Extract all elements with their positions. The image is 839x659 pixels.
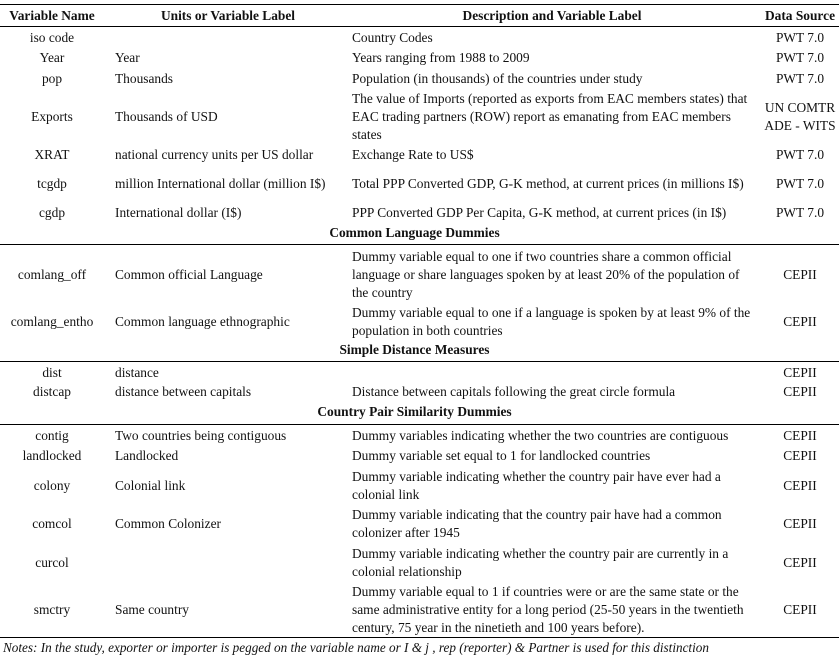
variable-description: Population (in thousands) of the countries under study <box>352 70 643 86</box>
table-notes: Notes: In the study, exporter or importer is pegged on the variable name or I & j , rep (reporter) & Partner is used for this distinction <box>3 640 709 655</box>
table-row <box>0 382 839 402</box>
variable-source: CEPII <box>783 267 817 282</box>
section-heading <box>0 341 839 361</box>
variable-name: colony <box>33 477 71 493</box>
section-heading <box>0 224 839 244</box>
header-units: Units or Variable Label <box>160 8 296 23</box>
variable-source: CEPII <box>783 364 817 380</box>
variable-units: International dollar (I$) <box>115 205 242 220</box>
table-header-row <box>0 6 839 26</box>
table-row <box>0 48 839 68</box>
variable-name: tcgdp <box>37 176 67 191</box>
table-row <box>0 247 839 303</box>
variable-description: Dummy variable equal to one if a language is spoken by at least 9% of the population in both countries <box>352 305 751 338</box>
variable-units: Colonial link <box>115 477 186 493</box>
table-row <box>0 505 839 543</box>
variable-description: Exchange Rate to US$ <box>352 147 474 162</box>
variable-source: CEPII <box>783 314 817 329</box>
variable-description: Dummy variable set equal to 1 for landlocked countries <box>352 448 651 463</box>
variable-units: Common language ethnographic <box>115 314 290 329</box>
table-row <box>0 68 839 89</box>
table-row <box>0 543 839 582</box>
variable-source: CEPII <box>783 428 817 443</box>
variable-name: distcap <box>33 384 71 399</box>
variable-units: Thousands <box>115 70 174 86</box>
variable-source: PWT 7.0 <box>775 70 825 86</box>
header-rule <box>0 26 839 27</box>
variable-name: Year <box>39 50 65 65</box>
variable-source: PWT 7.0 <box>775 176 825 191</box>
section-rule <box>0 424 839 425</box>
variable-name: smctry <box>33 601 71 617</box>
table-row <box>0 582 839 637</box>
variable-units: Two countries being contiguous <box>115 428 287 443</box>
variable-source: CEPII <box>783 601 817 617</box>
table-row <box>0 89 839 145</box>
table-row <box>0 203 839 223</box>
variable-units: Thousands of USD <box>115 109 218 124</box>
variable-name: dist <box>42 364 62 380</box>
variable-source: PWT 7.0 <box>775 205 825 220</box>
variable-source: PWT 7.0 <box>775 147 825 162</box>
table-row <box>0 145 839 165</box>
table-bottom-rule <box>0 637 839 638</box>
section-rule <box>0 361 839 362</box>
variable-description: Dummy variable equal to 1 if countries were or are the same state or the same administrative entity for a long period (25-50 years in the twentieth century, 75 year in the ninetieth and 100 years before). <box>352 583 744 635</box>
variable-description: Dummy variables indicating whether the two countries are contiguous <box>352 428 729 443</box>
variable-source: UN COMTRADE - WITS <box>764 100 836 133</box>
variable-description <box>352 363 752 382</box>
variable-description: Dummy variable indicating whether the country pair are currently in a colonial relationship <box>352 545 729 579</box>
section-title: Simple Distance Measures <box>339 342 490 357</box>
table-row <box>0 363 839 382</box>
section-title: Common Language Dummies <box>329 225 500 240</box>
section-title: Country Pair Similarity Dummies <box>317 404 512 419</box>
variable-name: curcol <box>35 554 69 570</box>
variable-description: The value of Imports (reported as exports from EAC members states) that EAC trading partners (ROW) report as emanating from EAC members states <box>352 91 748 142</box>
variable-source: CEPII <box>783 384 817 399</box>
variable-name: landlocked <box>22 448 82 463</box>
variable-units: distance between capitals <box>115 384 252 399</box>
variable-description: PPP Converted GDP Per Capita, G-K method, at current prices (in I$) <box>352 205 727 220</box>
variable-description: Country Codes <box>352 30 433 45</box>
variable-name: XRAT <box>34 147 70 162</box>
table-row <box>0 165 839 203</box>
table-row <box>0 426 839 446</box>
header-description: Description and Variable Label <box>462 8 642 23</box>
table-row <box>0 28 839 48</box>
variable-source: PWT 7.0 <box>775 50 825 65</box>
table-row <box>0 303 839 341</box>
variable-name: comlang_entho <box>10 314 94 329</box>
variable-units: Common official Language <box>115 267 263 282</box>
variable-source: CEPII <box>783 477 817 493</box>
header-variable-name: Variable Name <box>9 8 95 23</box>
variable-name: cgdp <box>38 205 66 220</box>
variable-units: Same country <box>115 601 190 617</box>
table-top-rule <box>0 4 839 5</box>
variable-description: Total PPP Converted GDP, G-K method, at current prices (in millions I$) <box>352 176 744 191</box>
variable-units: million International dollar (million I$) <box>115 176 326 191</box>
variable-description: Dummy variable indicating that the country pair have had a common colonizer after 1945 <box>352 507 722 540</box>
variable-units: Common Colonizer <box>115 516 222 531</box>
variable-units: distance <box>115 364 159 380</box>
variable-units: national currency units per US dollar <box>115 147 314 162</box>
variable-description: Distance between capitals following the great circle formula <box>352 384 676 399</box>
variable-units: Year <box>115 50 140 65</box>
variable-source: CEPII <box>783 516 817 531</box>
variable-units <box>115 543 347 582</box>
table-row <box>0 466 839 505</box>
variable-source: PWT 7.0 <box>775 30 825 45</box>
variable-name: contig <box>35 428 69 443</box>
variable-source: CEPII <box>783 448 817 463</box>
variable-source: CEPII <box>783 554 817 570</box>
variable-name: comlang_off <box>17 267 87 282</box>
variable-name: Exports <box>31 109 73 124</box>
variable-name: iso code <box>29 30 75 45</box>
variable-name: pop <box>41 70 63 86</box>
variable-name: comcol <box>32 516 72 531</box>
section-rule <box>0 244 839 245</box>
variable-description: Dummy variable equal to one if two countries share a common official language or share languages spoken by at least 20% of the population of the country <box>352 249 740 300</box>
variable-units: Landlocked <box>115 448 179 463</box>
variable-description: Years ranging from 1988 to 2009 <box>352 50 530 65</box>
variable-units <box>115 28 347 48</box>
section-heading <box>0 403 839 423</box>
variable-description: Dummy variable indicating whether the country pair have ever had a colonial link <box>352 468 721 502</box>
table-row <box>0 446 839 466</box>
header-source: Data Source <box>764 8 836 23</box>
